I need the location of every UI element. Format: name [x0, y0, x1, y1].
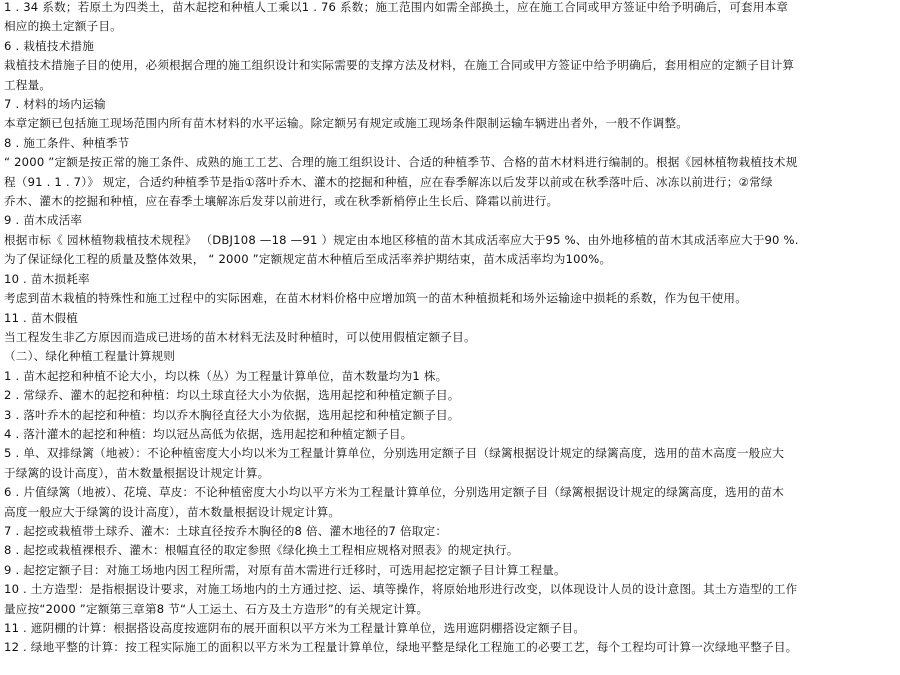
text-line: 量应按“2000 ”定额第三章第8 节“人工运土、石方及土方造形”的有关规定计算。 [4, 601, 429, 616]
text-line: 为了保证绿化工程的质量及整体效果， “ 2000 ”定额规定苗木种植后至成活率养护期结束，苗木成活率均为100%。 [4, 252, 612, 267]
section-heading: 10 . 苗木损耗率 [4, 271, 90, 286]
text-line: 当工程发生非乙方原因而造成已进场的苗木材料无法及时种植时，可以使用假植定额子目。 [4, 329, 476, 344]
text-line: 根据市标《 园林植物栽植技术规程》 （DBJ108 —18 —91 ）规定由本地区移植的苗木其成活率应大于95 %、由外地移植的苗木其成活率应大于90 %. [4, 232, 799, 247]
section-heading: 7 . 材料的场内运输 [4, 97, 106, 112]
text-line: 高度一般应大于绿篱的设计高度），苗木数量根据设计规定计算。 [4, 504, 341, 519]
text-line: 程（91 . 1 . 7）》 规定，合适约种植季节是指①落叶乔木、灌木的挖掘和种植，应在春季解冻以后发芽以前或在秋季落叶后、冰冻以前进行；②常绿 [4, 174, 773, 189]
rule-item: 5 . 单、双排绿篱（地被）：不论种植密度大小均以米为工程量计算单位，分别选用定额子目（绿篱根据设计规定的绿篱高度，选用的苗木高度一般应大 [4, 446, 785, 461]
section-heading: 8 . 施工条件、种植季节 [4, 135, 130, 150]
text-line: “ 2000 ”定额是按正常的施工条件、成熟的施工工艺、合理的施工组织设计、合适的种植季节、合格的苗木材料进行编制的。根据《园林植物栽植技术规 [4, 155, 798, 170]
text-line: 本章定额已包括施工现场范围内所有苗木材料的水平运输。除定额另有规定或施工现场条件限制运输车辆进出者外，一般不作调整。 [4, 116, 689, 131]
text-line: 考虑到苗木栽植的特殊性和施工过程中的实际困难，在苗木材料价格中应增加筑一的苗木种植损耗和场外运输途中损耗的系数，作为包干使用。 [4, 291, 748, 306]
rule-item: 10 . 土方造型：是指根据设计要求，对施工场地内的土方通过挖、运、填等操作，将原始地形进行改变，以体现设计人员的设计意图。其土方造型的工作 [4, 582, 798, 597]
text-line: 栽植技术措施子目的使用，必须根据合理的施工组织设计和实际需要的支撑方法及材料，在施工合同或甲方签证中给予明确后，套用相应的定额子目计算 [4, 58, 795, 73]
rule-item: 11 . 遮阴棚的计算：根据搭设高度按遮阴布的展开面积以平方米为工程量计算单位，选用遮阴棚搭设定额子目。 [4, 621, 586, 635]
text-line: 工程量。 [4, 77, 52, 92]
rule-item: 6 . 片值绿篱（地被）、花境、草皮：不论种植密度大小均以平方米为工程量计算单位，分别选用定额子目（绿篱根据设计规定的绿篱高度，选用的苗木 [4, 485, 785, 500]
text-line: 乔木、灌木的挖掘和种植，应在春季土壤解冻后发芽以前进行，或在秋季新梢停止生长后、降霜以前进行。 [4, 194, 559, 209]
rule-item: 7 . 起挖或栽植带土球乔、灌木：土球直径按乔木胸径的8 倍、灌木地径的7 倍取定： [4, 523, 448, 538]
rule-item: 3 . 落叶乔木的起挖和种植：均以乔木胸径直径大小为依据，选用起挖和种植定额子目。 [4, 407, 460, 422]
section-heading: 6 . 栽植技术措施 [4, 38, 94, 53]
rule-item: 8 . 起挖或栽植裸根乔、灌木：根幅直径的取定参照《绿化换土工程相应规格对照表》的规定执行。 [4, 543, 519, 558]
section-heading: 9 . 苗木成活率 [4, 213, 83, 228]
section-heading: 11 . 苗木假植 [4, 310, 78, 325]
text-line: 相应的换土定额子目。 [4, 19, 122, 34]
rule-item: 2 . 常绿乔、灌木的起挖和种植：均以土球直径大小为依据，选用起挖和种植定额子目。 [4, 388, 460, 403]
text-line: 1 . 34 系数；若原土为四类土，苗木起挖和种植人工乘以1 . 76 系数；施工范围内如需全部换土，应在施工合同或甲方签证中给予明确后，可套用本章 [4, 0, 789, 14]
section-heading: （二）、绿化种植工程量计算规则 [4, 349, 176, 364]
rule-item: 12 . 绿地平整的计算：按工程实际施工的面积以平方米为工程量计算单位，绿地平整是绿化工程施工的必要工艺，每个工程均可计算一次绿地平整子目。 [4, 640, 798, 655]
text-line: 于绿篱的设计高度），苗木数量根据设计规定计算。 [4, 465, 270, 480]
rule-item: 1 . 苗木起挖和种植不论大小，均以株（丛）为工程量计算单位，苗木数量均为1 株。 [4, 368, 448, 383]
rule-item: 9 . 起挖定额子目：对施工场地内因工程所需，对原有苗木需进行迁移时，可选用起挖定额子目计算工程量。 [4, 562, 566, 577]
rule-item: 4 . 落汁灌木的起挖和种植：均以冠丛高低为依据，选用起挖和种植定额子目。 [4, 426, 413, 441]
